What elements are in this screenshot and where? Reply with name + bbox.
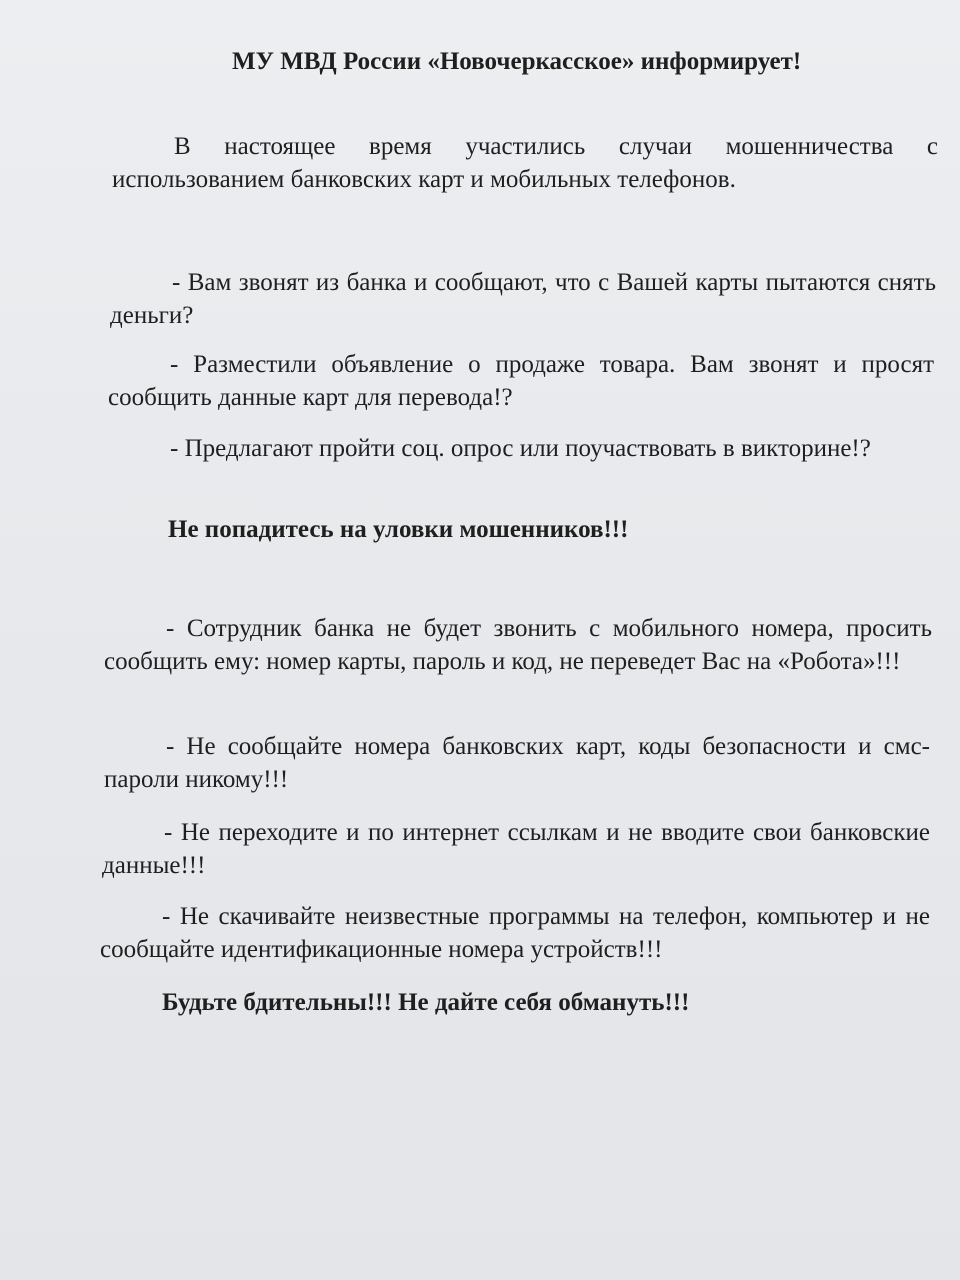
advice-card-codes: - Не сообщайте номера банковских карт, коды безопасности и смс-пароли никому!!! (104, 733, 930, 793)
advice-programs: - Не скачивайте неизвестные программы на телефон, компьютер и не сообщайте идентификационные номера устройств!!! (100, 903, 930, 963)
situation-survey: - Предлагают пройти соц. опрос или поучаствовать в викторине!? (170, 435, 871, 462)
closing-line: Будьте бдительны!!! Не дайте себя обмануть!!! (162, 989, 690, 1016)
advice-bank-employee: - Сотрудник банка не будет звонить с мобильного номера, просить сообщить ему: номер карты, пароль и код, не переведет Вас на «Робота»!!! (104, 615, 932, 675)
advice-links: - Не переходите и по интернет ссылкам и не вводите свои банковские данные!!! (102, 819, 930, 879)
situation-bank-call: - Вам звонят из банка и сообщают, что с Вашей карты пытаются снять деньги? (110, 269, 936, 329)
notice-title: МУ МВД России «Новочеркасское» информирует! (232, 48, 802, 75)
situation-sale-ad: - Разместили объявление о продаже товара. Вам звонят и просят сообщить данные карт для перевода!? (108, 351, 934, 411)
intro-paragraph: В настоящее время участились случаи мошенничества с использованием банковских карт и мобильных телефонов. (112, 133, 938, 193)
warning-line: Не попадитесь на уловки мошенников!!! (168, 516, 629, 543)
